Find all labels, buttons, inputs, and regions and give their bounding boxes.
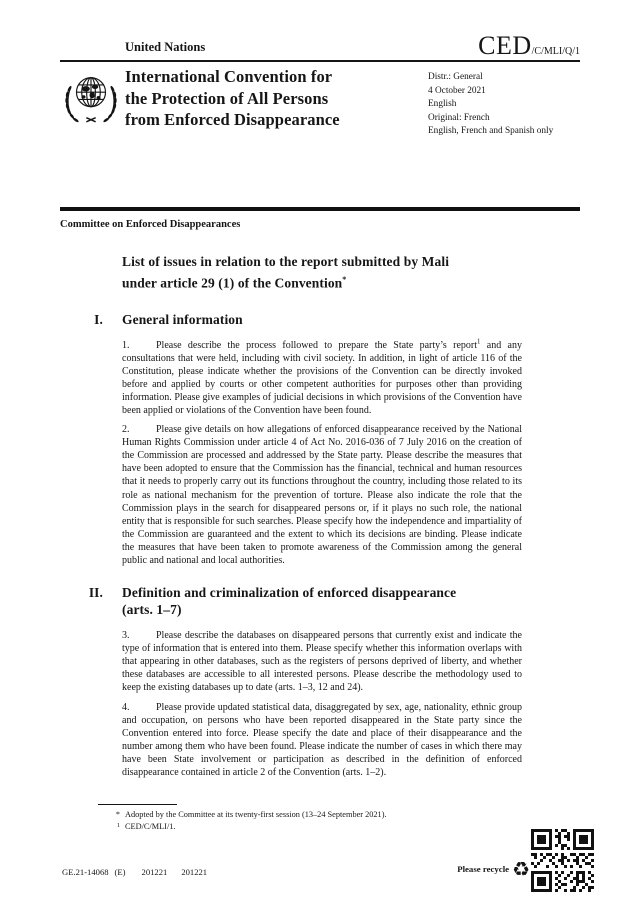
ge-number: GE.21-14068 bbox=[62, 867, 109, 877]
committee-name: Committee on Enforced Disappearances bbox=[60, 219, 241, 230]
document-title bbox=[122, 253, 522, 292]
document-symbol bbox=[478, 33, 580, 60]
document-title-line1: List of issues in relation to the report submitted by Mali bbox=[122, 254, 450, 269]
paragraph-text: and any consultations that were held, including with civil society. In addition, in light of article 116 of the Constitution, please indicate whether the provisions of the Convention can be directly invoked before and applied by courts or other competent authorities for purposes other than providing information. Please give examples of judicial decisions in which provisions of the Convention have been applied or violations of the Convention have been found. bbox=[122, 339, 522, 416]
document-meta bbox=[428, 71, 578, 139]
org-name: United Nations bbox=[125, 40, 206, 54]
meta-language: English bbox=[428, 99, 457, 110]
paragraph-2 bbox=[122, 423, 522, 567]
footnote-separator bbox=[98, 804, 177, 805]
convention-title-line: International Convention for bbox=[125, 67, 333, 86]
paragraph-number: 3. bbox=[122, 630, 130, 642]
document-symbol-suffix: /C/MLI/Q/1 bbox=[531, 46, 580, 57]
footnote-reference: 1 bbox=[477, 338, 481, 346]
section-heading-definition-criminalization bbox=[88, 584, 522, 618]
footnote-marker: 1 bbox=[116, 822, 120, 830]
document-title-line2: under article 29 (1) of the Convention* bbox=[122, 274, 347, 290]
section-heading-line: Definition and criminalization of enforced disappearance bbox=[122, 585, 457, 601]
date-code-1: 201221 bbox=[141, 867, 168, 877]
document-body bbox=[88, 253, 522, 785]
section-numeral: I. bbox=[94, 311, 103, 327]
paragraph-4 bbox=[122, 701, 522, 780]
footnote-text: Adopted by the Committee at its twenty-first session (13–24 September 2021). bbox=[125, 810, 387, 820]
qr-code bbox=[531, 829, 594, 892]
paragraph-number: 2. bbox=[122, 424, 130, 436]
title-footnote-ref: * bbox=[342, 274, 347, 284]
paragraph-text: Please describe the databases on disappeared persons that currently exist and indicate the type of information that is entered into them. Please specify whether this information overlaps with that appearing in other databases, such as the registers of persons deprived of liberty, and whether these databases are accessible to all interested persons. Please describe the methodology used to keep the existing databases up to date (arts. 1–3, 12 and 24). bbox=[122, 630, 522, 694]
un-emblem-icon bbox=[62, 69, 120, 127]
paragraph-number: 1. bbox=[122, 339, 130, 351]
paragraph-1 bbox=[122, 339, 522, 418]
section-numeral: II. bbox=[88, 585, 103, 601]
footnote-text: CED/C/MLI/1. bbox=[125, 822, 176, 832]
footnote-asterisk bbox=[98, 810, 522, 821]
footnotes bbox=[98, 804, 522, 833]
document-reference-line bbox=[62, 867, 207, 877]
header-divider bbox=[60, 207, 580, 211]
section-heading-line: General information bbox=[122, 311, 243, 327]
convention-title-line: from Enforced Disappearance bbox=[125, 110, 340, 129]
meta-original: Original: French bbox=[428, 112, 490, 123]
recycle-label: Please recycle bbox=[457, 864, 510, 874]
meta-date: 4 October 2021 bbox=[428, 85, 486, 96]
meta-languages-note: English, French and Spanish only bbox=[428, 126, 554, 137]
convention-title-line: the Protection of All Persons bbox=[125, 88, 329, 108]
please-recycle bbox=[420, 859, 530, 879]
language-code: (E) bbox=[114, 867, 126, 877]
masthead bbox=[60, 30, 580, 62]
section-heading-line: (arts. 1–7) bbox=[122, 602, 182, 618]
document-symbol-prefix: CED bbox=[478, 31, 532, 60]
paragraph-number: 4. bbox=[122, 701, 130, 713]
paragraph-3 bbox=[122, 629, 522, 694]
section-heading-general-information bbox=[94, 311, 522, 328]
footnote-marker: * bbox=[115, 810, 120, 820]
paragraph-text: Please give details on how allegations of enforced disappearance received by the National Human Rights Commission under article 4 of Act No. 2016-036 of 7 July 2016 on the creation of the Commission are processed and addressed by the State party. Please describe the measures that have been adopted to ensure that the Commission has the financial, technical and human resources that it needs to properly carry out its functions throughout the country, including those related to its role as national mechanism for the prevention of torture. Please also indicate the role that the Commission plays in the search for disappeared persons or, if it plays no such role, the national entity that is responsible for such searches. Please specify how the independence and impartiality of the Commission are guaranteed and the extent to which its decisions are binding. Please indicate the measures that have been taken to promote awareness of the Commission among the general public and national and local authorities. bbox=[122, 424, 522, 566]
paragraph-text: Please describe the process followed to prepare the State party’s report bbox=[156, 339, 478, 351]
recycle-icon: ♻ bbox=[512, 857, 530, 881]
paragraph-text: Please provide updated statistical data, disaggregated by sex, age, nationality, ethnic group and occupation, on persons who have been reported disappeared in the State party since the Convention entered into force. Please specify the date and place of their disappearance and the number among them who have been found. Please indicate the number of cases in which there may have been State involvement or participation as described in the definition of enforced disappearance contained in article 2 of the Convention (arts. 1–2). bbox=[122, 701, 522, 779]
meta-distr: Distr.: General bbox=[428, 72, 483, 82]
footnote-1 bbox=[98, 821, 522, 833]
convention-title bbox=[125, 66, 415, 131]
date-code-2: 201221 bbox=[181, 867, 208, 877]
